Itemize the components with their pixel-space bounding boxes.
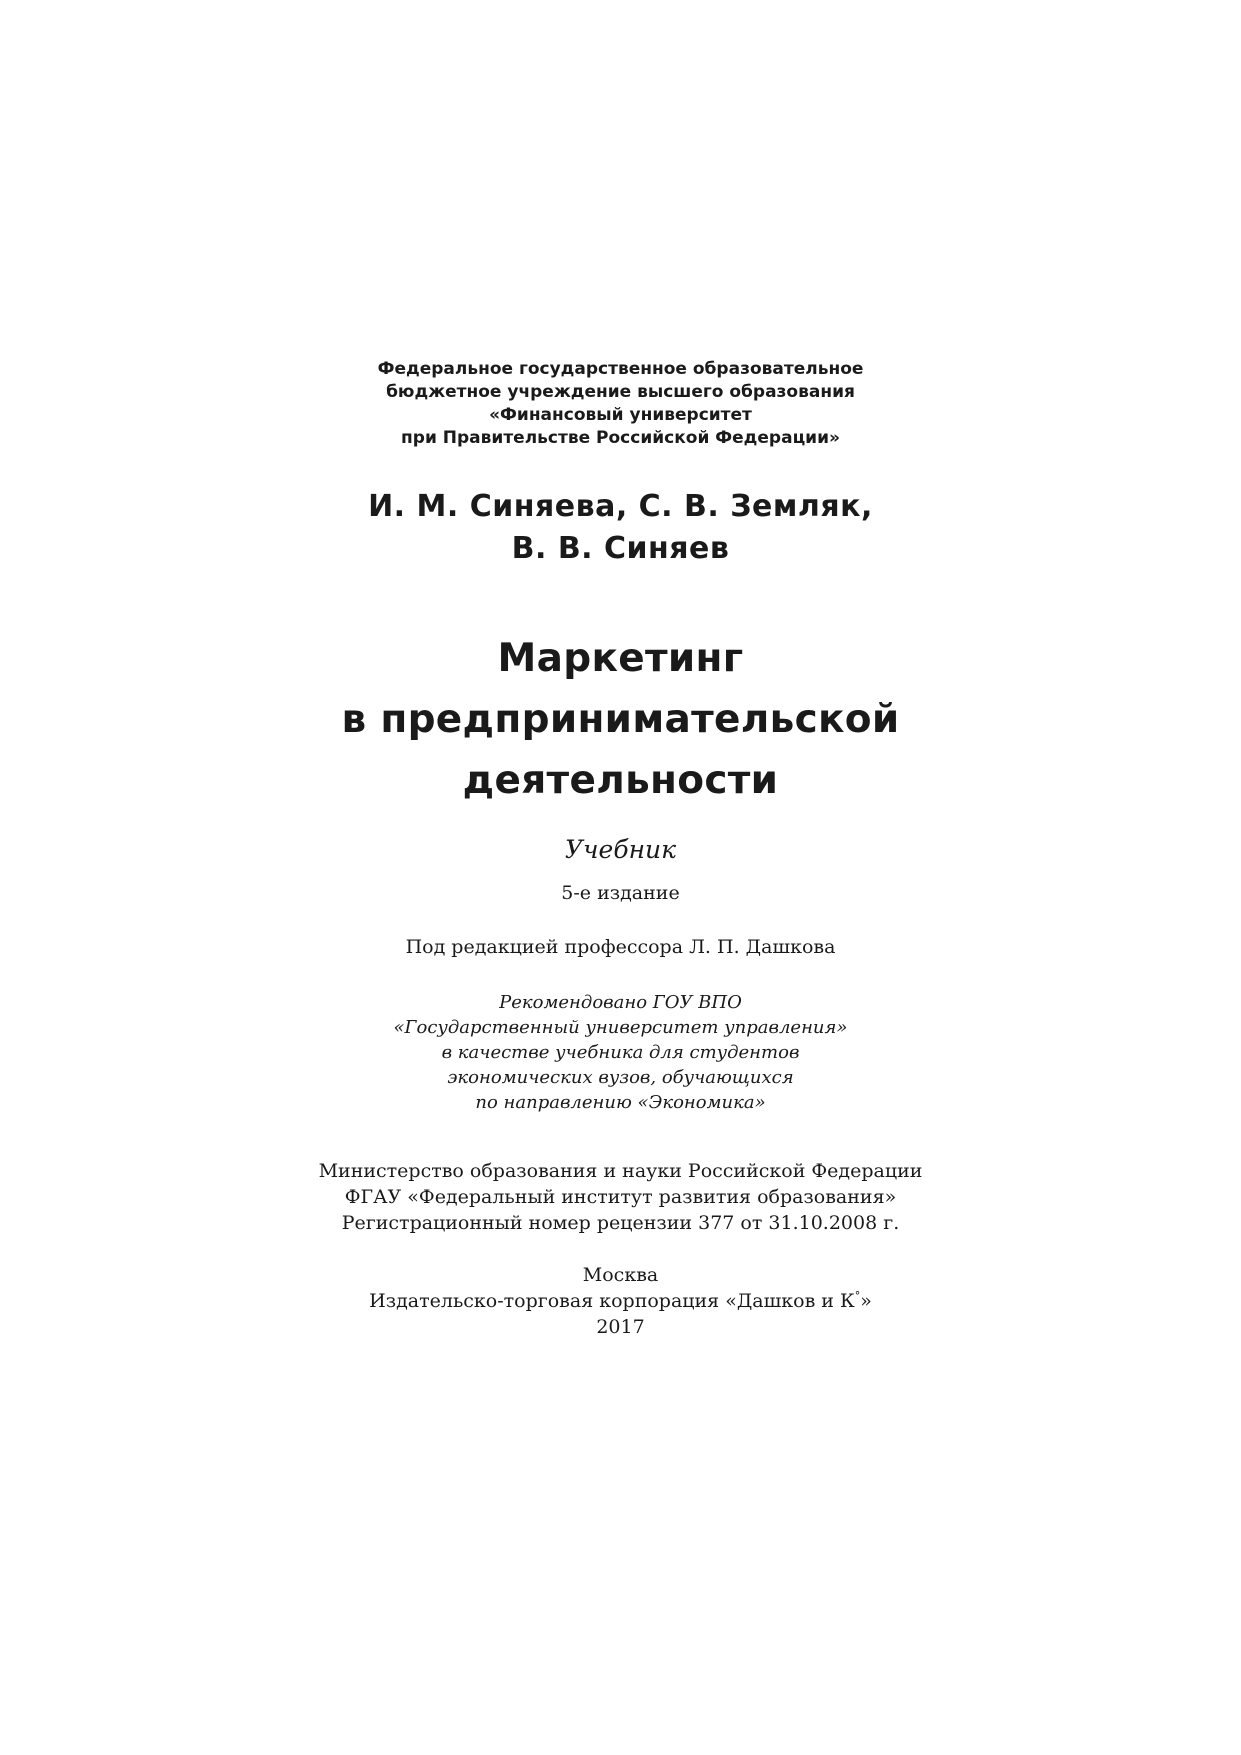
ministry-approval <box>0 1158 1241 1236</box>
publisher-city: Москва <box>582 1264 659 1286</box>
editor-credit: Под редакцией профессора Л. П. Дашкова <box>405 936 836 958</box>
institution-line: бюджетное учреждение высшего образования <box>386 382 855 402</box>
institution-line: при Правительстве Российской Федерации» <box>401 428 840 448</box>
authors-line: И. М. Синяева, С. В. Земляк, <box>368 489 873 524</box>
title-line: деятельности <box>462 758 779 803</box>
publisher-name-close: » <box>860 1290 872 1312</box>
institution-line: «Финансовый университет <box>489 405 752 425</box>
ministry-line: ФГАУ «Федеральный институт развития образования» <box>344 1186 897 1208</box>
recommendation-line: в качестве учебника для студентов <box>441 1042 800 1063</box>
recommendation-line: «Государственный университет управления» <box>393 1017 848 1038</box>
institution-line: Федеральное государственное образовательное <box>377 359 864 379</box>
book-title <box>0 628 1241 811</box>
book-type: Учебник <box>564 835 677 864</box>
recommendation-line: по направлению «Экономика» <box>475 1092 766 1113</box>
authors <box>0 486 1241 570</box>
recommendation <box>0 990 1241 1115</box>
degree-mark: ° <box>854 1289 861 1303</box>
edition: 5-е издание <box>561 882 680 904</box>
publication-year: 2017 <box>596 1316 645 1338</box>
ministry-line: Регистрационный номер рецензии 377 от 31.10.2008 г. <box>341 1212 900 1234</box>
title-line: Маркетинг <box>497 636 744 681</box>
recommendation-line: экономических вузов, обучающихся <box>447 1067 794 1088</box>
authors-line: В. В. Синяев <box>511 531 730 566</box>
publisher-info <box>0 1262 1241 1340</box>
title-line: в предпринимательской <box>341 697 900 742</box>
publisher-name-text: Издательско-торговая корпорация «Дашков и К <box>369 1290 855 1312</box>
publisher-name <box>0 1288 1241 1314</box>
institution-name <box>0 358 1241 450</box>
recommendation-line: Рекомендовано ГОУ ВПО <box>499 992 742 1013</box>
ministry-line: Министерство образования и науки Российской Федерации <box>318 1160 923 1182</box>
